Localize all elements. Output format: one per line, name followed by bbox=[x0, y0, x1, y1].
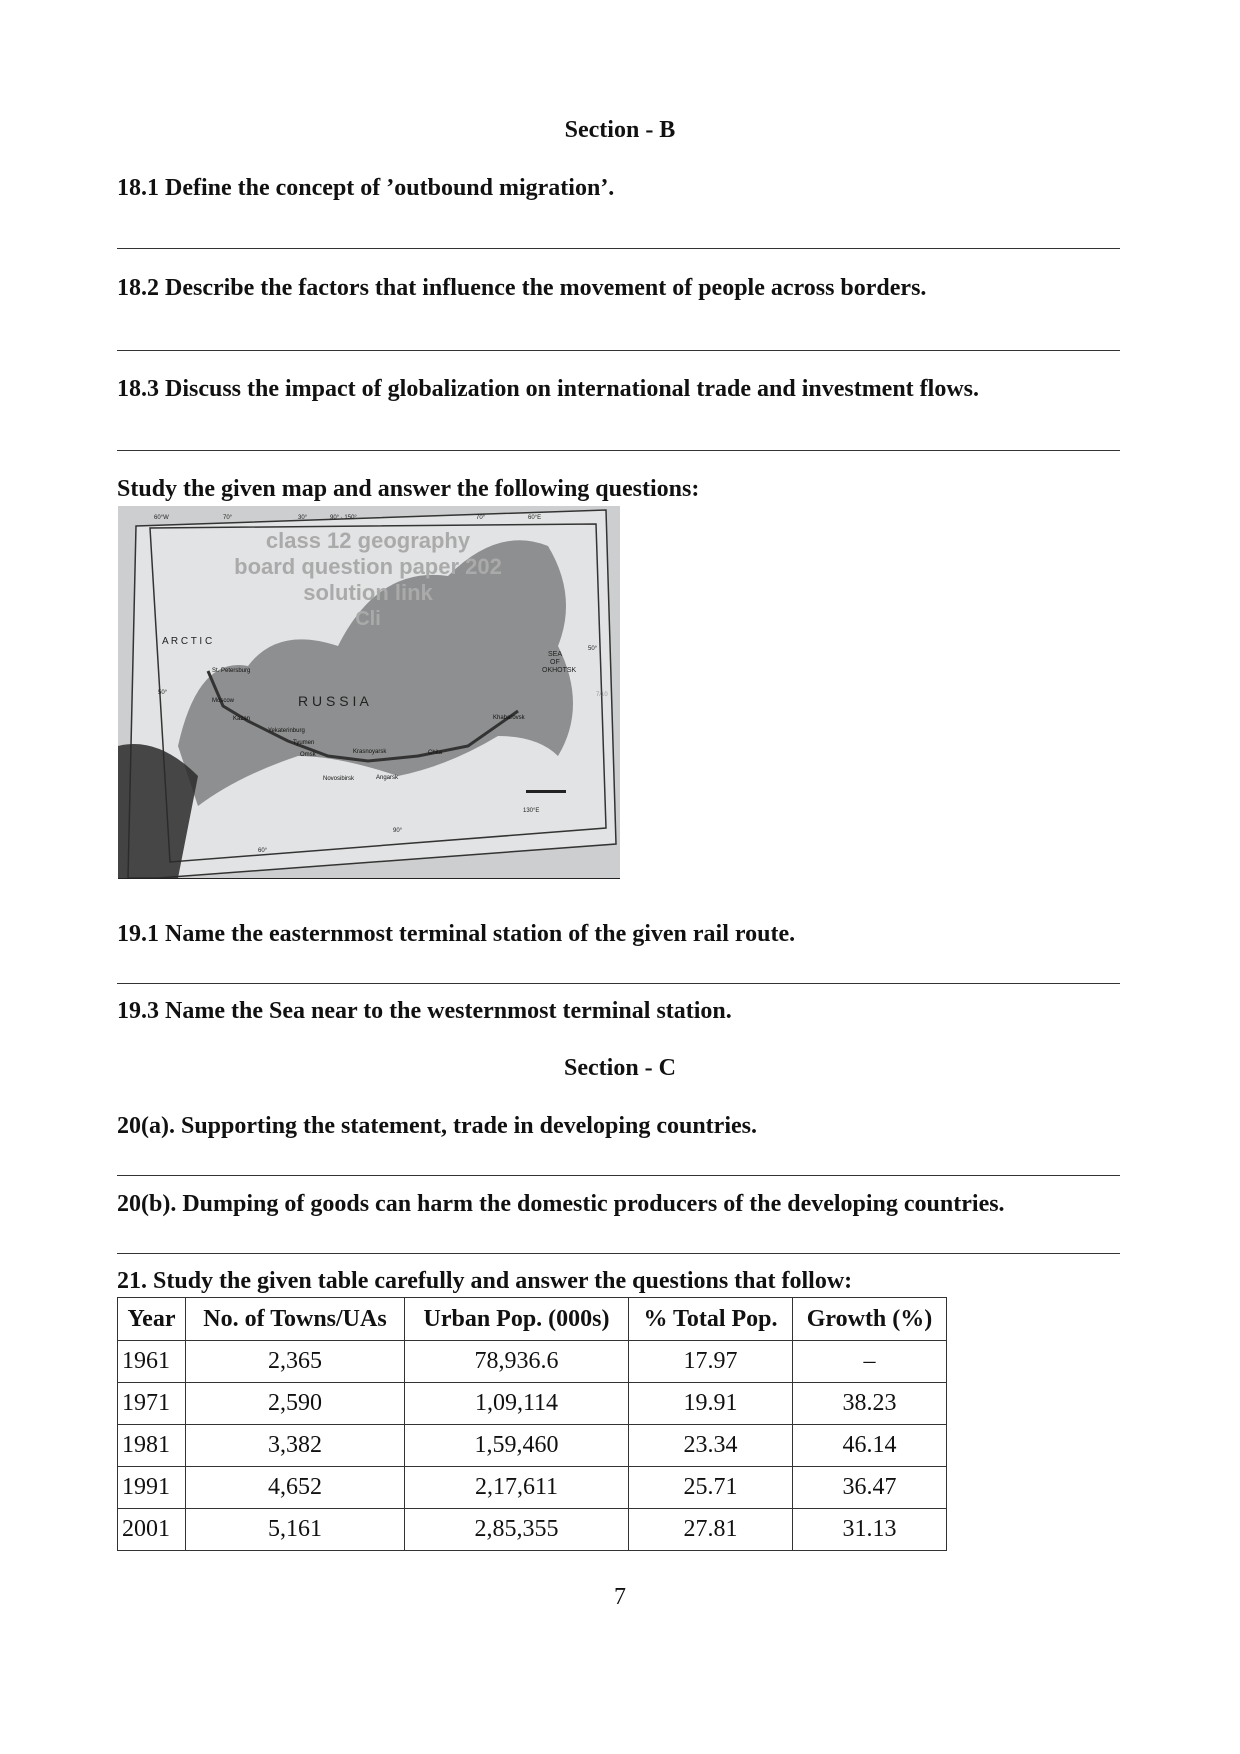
watermark-text: Cli bbox=[355, 608, 381, 630]
question-20b: 20(b). Dumping of goods can harm the domestic producers of the developing countries. bbox=[117, 1191, 1005, 1217]
table-row bbox=[118, 1467, 947, 1509]
table-cell: 1991 bbox=[118, 1467, 186, 1509]
table-cell: 25.71 bbox=[629, 1467, 793, 1509]
table-header-row bbox=[118, 1298, 947, 1341]
question-20a: 20(a). Supporting the statement, trade in developing countries. bbox=[117, 1113, 757, 1139]
answer-line bbox=[117, 1253, 1120, 1254]
answer-line bbox=[117, 450, 1120, 451]
table-cell: 46.14 bbox=[793, 1425, 947, 1467]
question-18-1: 18.1 Define the concept of ’outbound migration’. bbox=[117, 175, 615, 201]
map-label-arctic: A R C T I C bbox=[162, 636, 213, 647]
table-cell: 5,161 bbox=[186, 1509, 405, 1551]
table-cell: 36.47 bbox=[793, 1467, 947, 1509]
section-c-heading: Section - C bbox=[564, 1055, 676, 1081]
question-18-2: 18.2 Describe the factors that influence the movement of people across borders. bbox=[117, 275, 927, 301]
table-cell: 38.23 bbox=[793, 1383, 947, 1425]
graticule-label: 50° bbox=[158, 690, 168, 696]
graticule-label: 70° bbox=[223, 515, 233, 521]
answer-line bbox=[117, 248, 1120, 249]
city-label: Omsk bbox=[300, 752, 316, 758]
table-cell: 1,09,114 bbox=[405, 1383, 629, 1425]
map-label-sea: OKHOTSK bbox=[542, 667, 577, 674]
answer-line bbox=[117, 350, 1120, 351]
graticule-label: 60°E bbox=[528, 515, 542, 521]
watermark-text: class 12 geography bbox=[265, 528, 471, 553]
header-year: Year bbox=[118, 1298, 186, 1341]
table-cell: 2,365 bbox=[186, 1341, 405, 1383]
header-growth: Growth (%) bbox=[793, 1298, 947, 1341]
table-cell: 2,17,611 bbox=[405, 1467, 629, 1509]
city-label: St. Petersburg bbox=[212, 668, 251, 674]
table-cell: 3,382 bbox=[186, 1425, 405, 1467]
table-cell: 19.91 bbox=[629, 1383, 793, 1425]
table-cell: – bbox=[793, 1341, 947, 1383]
russia-rail-map-photo bbox=[118, 506, 620, 879]
header-urban-pop: Urban Pop. (000s) bbox=[405, 1298, 629, 1341]
city-label: Novosibirsk bbox=[323, 776, 355, 782]
city-label: Khabarovsk bbox=[493, 715, 525, 721]
section-b-heading: Section - B bbox=[564, 117, 676, 143]
table-cell: 78,936.6 bbox=[405, 1341, 629, 1383]
table-cell: 4,652 bbox=[186, 1467, 405, 1509]
table-cell: 27.81 bbox=[629, 1509, 793, 1551]
graticule-label: 130°E bbox=[523, 808, 540, 814]
graticule-label: 70° bbox=[476, 515, 486, 521]
city-label: Chita bbox=[428, 750, 443, 756]
header-towns: No. of Towns/UAs bbox=[186, 1298, 405, 1341]
table-cell: 31.13 bbox=[793, 1509, 947, 1551]
map-label-russia: R U S S I A bbox=[298, 693, 369, 709]
table-row bbox=[118, 1383, 947, 1425]
map-label-sea: OF bbox=[550, 659, 560, 666]
city-label: Angarsk bbox=[376, 775, 399, 781]
table-cell: 1971 bbox=[118, 1383, 186, 1425]
table-cell: 2,590 bbox=[186, 1383, 405, 1425]
watermark-text: solution link bbox=[303, 580, 433, 605]
table-cell: 23.34 bbox=[629, 1425, 793, 1467]
question-21: 21. Study the given table carefully and answer the questions that follow: bbox=[117, 1268, 853, 1294]
scale-bar bbox=[526, 790, 566, 793]
city-label: Moscow bbox=[212, 698, 235, 704]
header-percent-total: % Total Pop. bbox=[629, 1298, 793, 1341]
map-label-sea: SEA bbox=[548, 651, 563, 658]
graticule-label: 50° bbox=[588, 646, 598, 652]
city-label: Yekaterinburg bbox=[268, 728, 305, 734]
table-cell: 1,59,460 bbox=[405, 1425, 629, 1467]
graticule-label: 90° bbox=[393, 828, 403, 834]
table-cell: 1961 bbox=[118, 1341, 186, 1383]
question-18-3: 18.3 Discuss the impact of globalization on international trade and investment flows. bbox=[117, 376, 980, 402]
graticule-label: 90° · 150° bbox=[330, 515, 357, 521]
page-number: 7 bbox=[614, 1584, 626, 1610]
table-cell: 1981 bbox=[118, 1425, 186, 1467]
table-row bbox=[118, 1509, 947, 1551]
question-19-3: 19.3 Name the Sea near to the westernmost terminal station. bbox=[117, 998, 732, 1024]
table-cell: 2001 bbox=[118, 1509, 186, 1551]
table-row bbox=[118, 1425, 947, 1467]
map-prompt: Study the given map and answer the following questions: bbox=[117, 476, 700, 502]
page-tag: 7/10 bbox=[596, 692, 608, 698]
graticule-label: 30° bbox=[298, 515, 308, 521]
answer-line bbox=[117, 1175, 1120, 1176]
city-label: Tyumen bbox=[293, 740, 315, 746]
city-label: Krasnoyarsk bbox=[353, 749, 387, 755]
question-19-1: 19.1 Name the easternmost terminal station of the given rail route. bbox=[117, 921, 796, 947]
table-cell: 2,85,355 bbox=[405, 1509, 629, 1551]
urban-population-table bbox=[117, 1297, 947, 1551]
graticule-label: 60°W bbox=[154, 515, 169, 521]
watermark-text: board question paper 202 bbox=[234, 554, 502, 579]
table-row bbox=[118, 1341, 947, 1383]
answer-line bbox=[117, 983, 1120, 984]
city-label: Kazan bbox=[233, 716, 251, 722]
table-cell: 17.97 bbox=[629, 1341, 793, 1383]
graticule-label: 60° bbox=[258, 848, 268, 854]
